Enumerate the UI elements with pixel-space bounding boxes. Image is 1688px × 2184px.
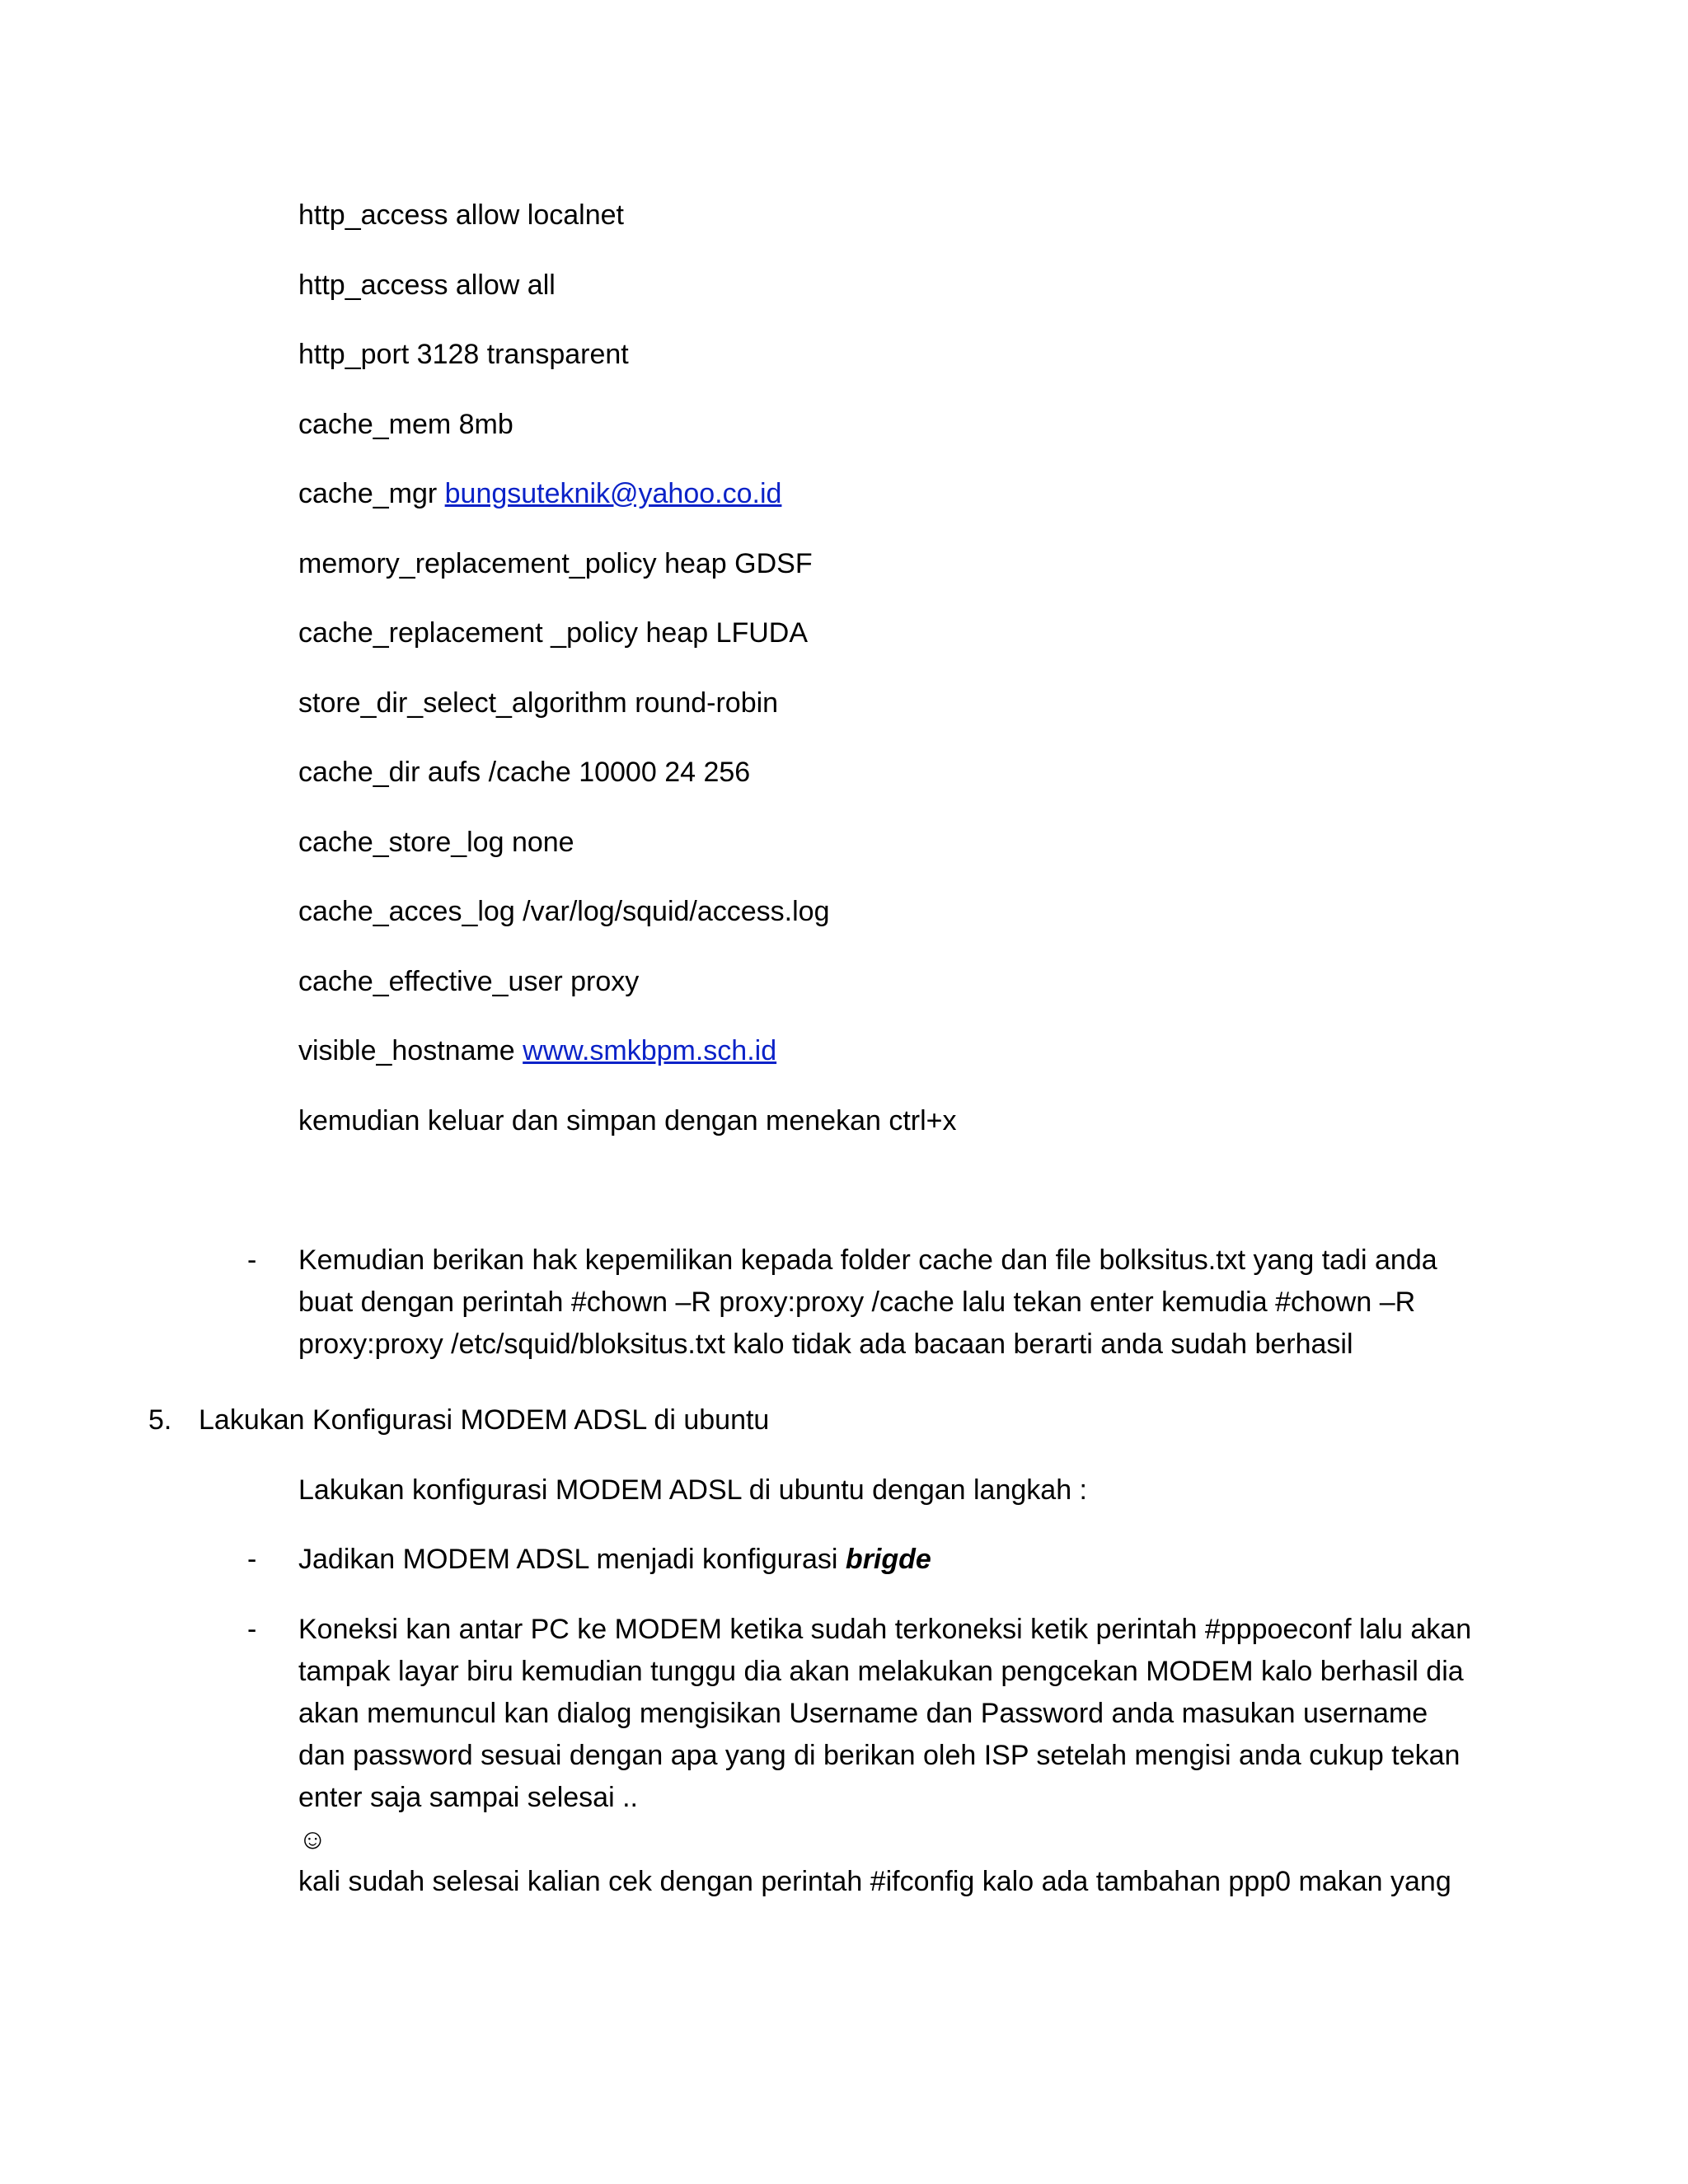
bullet-dash-pppoe: - <box>247 1614 257 1645</box>
config-line-visible-hostname <box>298 1030 776 1072</box>
exit-instruction: kemudian keluar dan simpan dengan menekan ctrl+x <box>298 1105 957 1137</box>
config-line-store-dir-select-algorithm: store_dir_select_algorithm round-robin <box>298 687 779 719</box>
bullet-text-bridge <box>298 1539 931 1581</box>
config-line-cache-mgr <box>298 473 781 515</box>
config-line-cache-acces-log: cache_acces_log /var/log/squid/access.log <box>298 896 830 927</box>
bridge-text: Jadikan MODEM ADSL menjadi konfigurasi <box>298 1544 846 1575</box>
config-line-http-access-all: http_access allow all <box>298 269 556 301</box>
pppoe-text: Koneksi kan antar PC ke MODEM ketika sudah terkoneksi ketik perintah #pppoeconf lalu akan tampak layar biru kemudian tunggu dia akan melakukan pengcekan MODEM kalo berhasil dia akan memuncul kan dialog mengisikan Username dan Password anda masukan username dan password sesuai dengan apa yang di berikan oleh ISP setelah mengisi anda cukup tekan enter saja sampai selesai .. <box>298 1614 1472 1813</box>
config-line-cache-dir: cache_dir aufs /cache 10000 24 256 <box>298 757 751 788</box>
section-5-number: 5. <box>148 1404 172 1436</box>
bridge-emphasis: brigde <box>845 1544 931 1575</box>
bullet-dash-chown: - <box>247 1244 257 1276</box>
config-line-cache-replacement-policy: cache_replacement _policy heap LFUDA <box>298 617 809 649</box>
config-line-memory-replacement-policy: memory_replacement_policy heap GDSF <box>298 548 813 579</box>
section-5-intro: Lakukan konfigurasi MODEM ADSL di ubuntu dengan langkah : <box>298 1474 1087 1506</box>
visible-hostname-link[interactable]: www.smkbpm.sch.id <box>523 1035 777 1066</box>
bullet-block-pppoe <box>298 1609 1477 1903</box>
pppoe-continuation: kali sudah selesai kalian cek dengan perintah #ifconfig kalo ada tambahan ppp0 makan yang <box>298 1866 1451 1897</box>
visible-hostname-label: visible_hostname <box>298 1035 523 1066</box>
config-line-cache-effective-user: cache_effective_user proxy <box>298 966 640 997</box>
config-line-http-access-localnet: http_access allow localnet <box>298 199 625 231</box>
config-line-http-port: http_port 3128 transparent <box>298 339 629 370</box>
bullet-text-chown: Kemudian berikan hak kepemilikan kepada folder cache dan file bolksitus.txt yang tadi anda buat dengan perintah #chown –R proxy:proxy /cache lalu tekan enter kemudia #chown –R proxy:proxy /etc/squid/bloksitus.txt kalo tidak ada bacaan berarti anda sudah berhasil <box>298 1244 1437 1360</box>
config-line-cache-mem: cache_mem 8mb <box>298 409 513 440</box>
smiley-icon: ☺ <box>298 1824 327 1855</box>
config-line-cache-store-log: cache_store_log none <box>298 827 574 858</box>
cache-mgr-email-link[interactable]: bungsuteknik@yahoo.co.id <box>444 478 782 509</box>
bullet-dash-bridge: - <box>247 1544 257 1575</box>
section-5-title: Lakukan Konfigurasi MODEM ADSL di ubuntu <box>199 1404 770 1436</box>
cache-mgr-label: cache_mgr <box>298 478 445 509</box>
